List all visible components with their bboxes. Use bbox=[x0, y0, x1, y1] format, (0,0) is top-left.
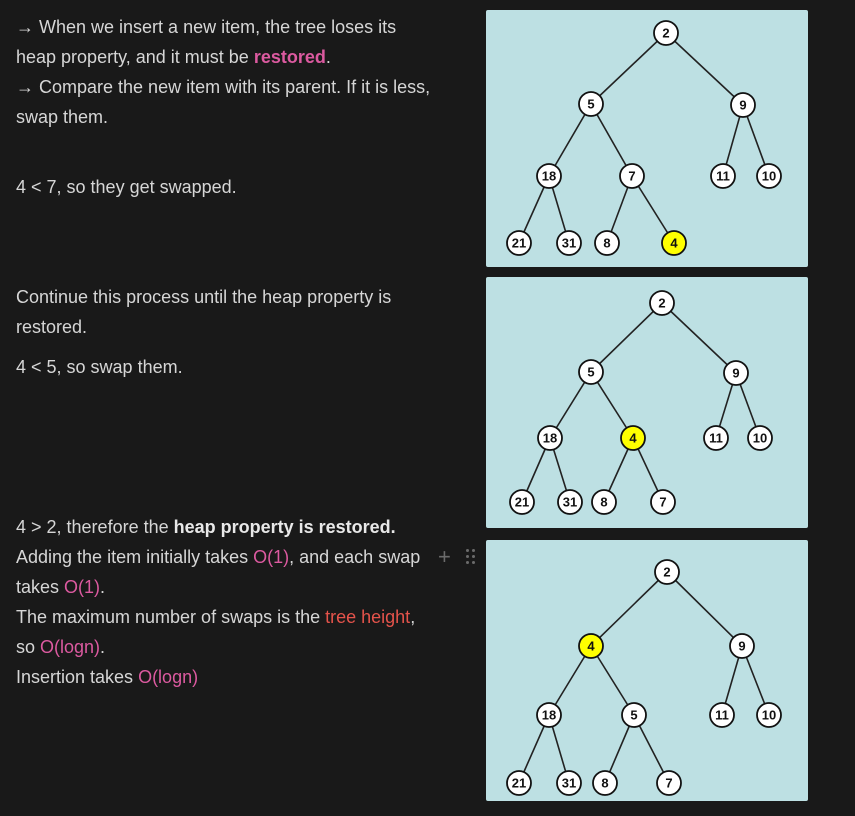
text: , so bbox=[16, 607, 416, 657]
node-label: 11 bbox=[716, 168, 730, 184]
tree-node bbox=[654, 21, 678, 45]
tree-node bbox=[579, 360, 603, 384]
tree-height-emphasis: tree height bbox=[325, 607, 411, 627]
text: The maximum number of swaps is the bbox=[16, 607, 326, 627]
node-label: 18 bbox=[542, 430, 558, 446]
node-label: 2 bbox=[658, 295, 666, 311]
tree-node bbox=[757, 164, 781, 188]
tree-edge bbox=[662, 303, 736, 373]
text: , and each swap takes bbox=[16, 547, 421, 597]
tree-node bbox=[507, 771, 531, 795]
complexity-ologn: O(logn) bbox=[138, 667, 199, 687]
tree-node bbox=[558, 490, 582, 514]
node-label: 21 bbox=[514, 494, 530, 510]
emphasis-restored: restored bbox=[253, 47, 326, 67]
drag-handle-icon[interactable] bbox=[466, 549, 476, 565]
node-label: 9 bbox=[739, 97, 747, 113]
node-label: 2 bbox=[662, 25, 670, 41]
tree-edge bbox=[591, 303, 662, 372]
tree-node bbox=[557, 771, 581, 795]
tree-node bbox=[510, 490, 534, 514]
tree-node bbox=[655, 560, 679, 584]
tree-node bbox=[622, 703, 646, 727]
tree-edge bbox=[591, 572, 667, 646]
paragraph-swap-2: 4 < 5, so swap them. bbox=[16, 357, 183, 377]
heap-figure-2 bbox=[486, 277, 808, 528]
tree-node bbox=[704, 426, 728, 450]
tree-node-highlighted bbox=[662, 231, 686, 255]
tree-node-highlighted bbox=[621, 426, 645, 450]
tree-node bbox=[730, 634, 754, 658]
node-label: 5 bbox=[630, 707, 638, 723]
node-label: 21 bbox=[511, 235, 527, 251]
complexity-ologn: O(logn) bbox=[40, 637, 101, 657]
node-label: 10 bbox=[752, 430, 768, 446]
node-label: 8 bbox=[600, 494, 608, 510]
node-label: 31 bbox=[561, 235, 577, 251]
text: → Compare the new item with its parent. If it is less, swap them. bbox=[16, 77, 431, 127]
text: 4 > 2, therefore the bbox=[16, 517, 174, 537]
tree-node bbox=[748, 426, 772, 450]
complexity-o1: O(1) bbox=[253, 547, 290, 567]
node-label: 4 bbox=[670, 235, 678, 251]
heap-tree-svg bbox=[486, 277, 808, 528]
node-label: 9 bbox=[732, 365, 740, 381]
tree-node-highlighted bbox=[579, 634, 603, 658]
tree-edge bbox=[666, 33, 743, 105]
text: . bbox=[100, 577, 106, 597]
heap-figure-1 bbox=[486, 10, 808, 267]
tree-node bbox=[537, 703, 561, 727]
text: Adding the item initially takes bbox=[16, 547, 254, 567]
node-label: 7 bbox=[659, 494, 667, 510]
node-label: 4 bbox=[629, 430, 637, 446]
node-label: 10 bbox=[761, 707, 777, 723]
node-label: 7 bbox=[628, 168, 636, 184]
node-label: 18 bbox=[541, 707, 557, 723]
text: . bbox=[100, 637, 106, 657]
node-label: 31 bbox=[562, 494, 578, 510]
tree-edge bbox=[667, 572, 742, 646]
node-label: 7 bbox=[665, 775, 673, 791]
paragraph-continue: Continue this process until the heap property is restored. bbox=[16, 287, 392, 337]
tree-node bbox=[651, 490, 675, 514]
tree-node bbox=[650, 291, 674, 315]
text: Insertion takes bbox=[16, 667, 139, 687]
tree-node bbox=[710, 703, 734, 727]
node-label: 21 bbox=[511, 775, 527, 791]
node-label: 10 bbox=[761, 168, 777, 184]
node-label: 5 bbox=[587, 364, 595, 380]
node-label: 9 bbox=[738, 638, 746, 654]
tree-node bbox=[507, 231, 531, 255]
tree-node bbox=[557, 231, 581, 255]
tree-node bbox=[592, 490, 616, 514]
tree-node bbox=[537, 164, 561, 188]
node-label: 8 bbox=[603, 235, 611, 251]
text: . bbox=[325, 47, 331, 67]
tree-node bbox=[724, 361, 748, 385]
tree-node bbox=[757, 703, 781, 727]
heap-figure-3 bbox=[486, 540, 808, 801]
tree-node bbox=[620, 164, 644, 188]
node-label: 11 bbox=[715, 707, 729, 723]
tree-node bbox=[657, 771, 681, 795]
paragraph-insert-intro bbox=[16, 12, 436, 132]
bold-text: heap property is restored. bbox=[173, 517, 396, 537]
tree-node bbox=[595, 231, 619, 255]
tree-node bbox=[711, 164, 735, 188]
paragraph-swap-1: 4 < 7, so they get swapped. bbox=[16, 177, 237, 197]
tree-node bbox=[593, 771, 617, 795]
node-label: 5 bbox=[587, 96, 595, 112]
node-label: 18 bbox=[541, 168, 557, 184]
tree-node bbox=[538, 426, 562, 450]
node-label: 11 bbox=[709, 430, 723, 446]
add-block-icon[interactable]: + bbox=[438, 544, 451, 569]
text: → When we insert a new item, the tree loses its heap property, and it must be bbox=[16, 17, 397, 67]
node-label: 2 bbox=[663, 564, 671, 580]
complexity-o1: O(1) bbox=[64, 577, 101, 597]
paragraph-conclusion bbox=[16, 512, 436, 692]
tree-node bbox=[731, 93, 755, 117]
node-label: 31 bbox=[561, 775, 577, 791]
tree-edge bbox=[591, 33, 666, 104]
node-label: 4 bbox=[587, 638, 595, 654]
tree-node bbox=[579, 92, 603, 116]
heap-tree-svg bbox=[486, 540, 808, 801]
heap-tree-svg bbox=[486, 10, 808, 267]
node-label: 8 bbox=[601, 775, 609, 791]
